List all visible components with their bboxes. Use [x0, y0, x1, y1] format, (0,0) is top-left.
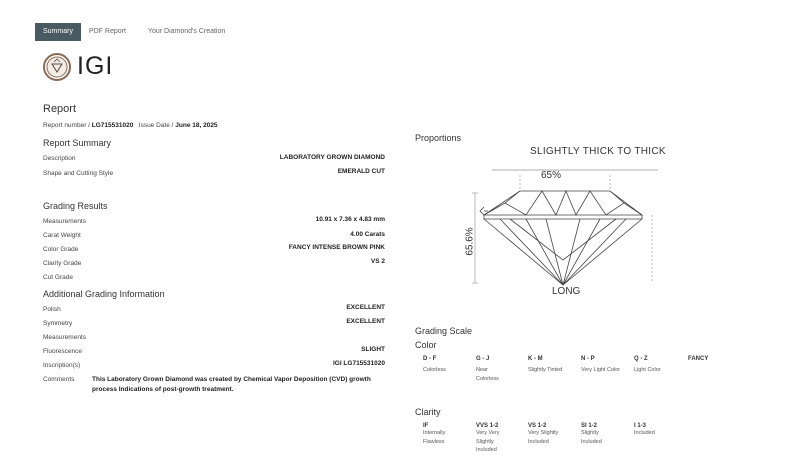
- summary-heading: Report Summary: [43, 138, 112, 148]
- scale-grade: K - M: [528, 356, 543, 362]
- row-label: Description: [43, 155, 76, 162]
- row-label: Shape and Cutting Style: [43, 170, 114, 177]
- row-value: EMERALD CUT: [337, 168, 385, 175]
- clarity-scale-item: [528, 423, 578, 446]
- tab-summary[interactable]: Summary: [35, 23, 81, 41]
- grading-heading: Grading Results: [43, 201, 108, 211]
- scale-desc: Near Colorless: [476, 367, 499, 382]
- color-scale-item: [423, 356, 473, 375]
- scale-desc: Slightly Included: [581, 430, 602, 445]
- row-value: LABORATORY GROWN DIAMOND: [279, 154, 385, 161]
- additional-heading: Additional Grading Information: [43, 289, 165, 299]
- scale-desc: Colorless: [423, 367, 446, 373]
- clarity-scale-item: [423, 423, 473, 446]
- proportions-heading: Proportions: [415, 133, 462, 143]
- row-label: Measurements: [43, 334, 86, 341]
- logo-text: IGI: [77, 52, 114, 80]
- clarity-heading: Clarity: [415, 407, 441, 417]
- diamond-profile-diagram: [470, 155, 670, 290]
- tab-bar: [35, 23, 233, 41]
- depth-percent: 65.6%: [464, 227, 476, 256]
- report-number-line: [43, 122, 218, 129]
- scale-desc: Included: [634, 430, 655, 436]
- scale-desc: Light Color: [634, 367, 661, 373]
- scale-grade: I 1-3: [634, 423, 647, 429]
- scale-desc: Very Slightly Included: [528, 430, 559, 445]
- tab-pdf-report[interactable]: PDF Report: [88, 28, 126, 35]
- tab-diamond-creation[interactable]: Your Diamond's Creation: [147, 28, 226, 35]
- scale-grade: VS 1-2: [528, 423, 547, 429]
- scale-desc: Internally Flawless: [423, 430, 446, 445]
- scale-grade: G - J: [476, 356, 490, 362]
- report-heading: Report: [43, 103, 77, 115]
- row-label: Measurements: [43, 218, 86, 225]
- issue-date: June 18, 2025: [175, 122, 218, 129]
- issue-date-label: Issue Date /: [138, 122, 174, 129]
- scale-desc: Slightly Tinted: [528, 367, 563, 373]
- scale-grade: Q - Z: [634, 356, 648, 362]
- row-value: VS 2: [370, 258, 385, 265]
- clarity-scale-item: [476, 423, 526, 455]
- grading-scale-heading: Grading Scale: [415, 326, 473, 336]
- scale-grade: N - P: [581, 356, 595, 362]
- igi-logo: [43, 52, 113, 81]
- row-label: Cut Grade: [43, 274, 73, 281]
- scale-grade: SI 1-2: [581, 423, 598, 429]
- row-value: IGI LG715531020: [332, 360, 385, 367]
- report-number-label: Report number /: [43, 122, 90, 129]
- color-scale-item: [528, 356, 578, 375]
- scale-desc: Very Very Slightly Included: [476, 430, 500, 453]
- clarity-scale-item: [634, 423, 684, 438]
- scale-grade: D - F: [423, 356, 437, 362]
- row-value: EXCELLENT: [346, 318, 385, 325]
- report-number: LG715531020: [91, 122, 134, 129]
- row-label: Fluorescence: [43, 348, 83, 355]
- color-scale-item: [476, 356, 526, 384]
- row-label: Color Grade: [43, 246, 79, 253]
- table-percent: 65%: [541, 170, 562, 181]
- scale-grade: VVS 1-2: [476, 423, 499, 429]
- color-scale-item: [688, 356, 738, 362]
- scale-desc: Very Light Color: [581, 367, 621, 373]
- row-label: Symmetry: [43, 320, 73, 327]
- color-scale-item: [581, 356, 631, 375]
- row-value: 10.91 x 7.36 x 4.83 mm: [315, 216, 385, 223]
- color-scale-item: [634, 356, 684, 375]
- row-value: EXCELLENT: [346, 304, 385, 311]
- color-heading: Color: [415, 340, 437, 350]
- scale-grade: IF: [423, 423, 429, 429]
- row-label: Inscription(s): [43, 362, 81, 369]
- row-label: Polish: [43, 306, 61, 313]
- row-value: SLIGHT: [361, 346, 385, 353]
- comments-text: This Laboratory Grown Diamond was created by Chemical Vapor Deposition (CVD) growth process Indications of post-growth treatment.: [92, 376, 371, 393]
- igi-seal-icon: [43, 53, 71, 81]
- comments-label: Comments: [43, 376, 75, 383]
- row-label: Carat Weight: [43, 232, 81, 239]
- row-label: Clarity Grade: [43, 260, 82, 267]
- girdle-label: SLIGHTLY THICK TO THICK: [530, 146, 666, 157]
- row-value: 4.00 Carats: [350, 231, 385, 238]
- row-value: FANCY INTENSE BROWN PINK: [288, 244, 385, 251]
- scale-grade: FANCY: [688, 356, 709, 362]
- culet-label: LONG: [552, 286, 581, 297]
- clarity-scale-item: [581, 423, 631, 446]
